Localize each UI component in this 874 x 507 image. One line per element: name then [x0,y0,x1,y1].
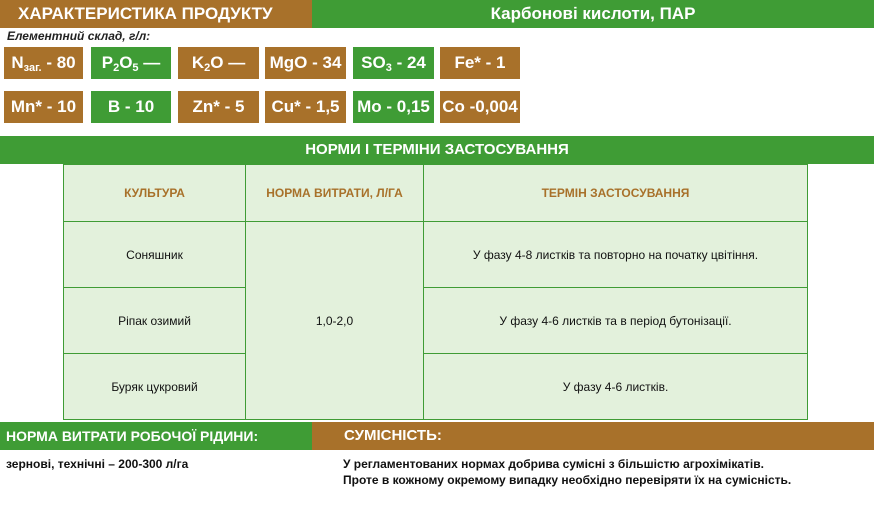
chip-copper: Cu* - 1,5 [265,91,346,123]
term-cell: У фазу 4-6 листків. [423,353,808,420]
header-crop: КУЛЬТУРА [63,164,246,222]
chip-phosphorus: $P_2O_5$ — [91,47,171,79]
elemental-composition-label: Елементний склад, г/л: [7,29,151,43]
compatibility-text-line1: У регламентованих нормах добрива сумісні з більшістю агрохімікатів. [343,457,764,471]
header-term: ТЕРМІН ЗАСТОСУВАННЯ [423,164,808,222]
term-cell: У фазу 4-6 листків та в період бутонізації. [423,287,808,354]
term-cell: У фазу 4-8 листків та повторно на початку цвітіння. [423,221,808,288]
chip-magnesium: MgO - 34 [265,47,346,79]
chip-boron: B - 10 [91,91,171,123]
rate-cell: 1,0-2,0 [245,221,424,420]
crop-cell: Ріпак озимий [63,287,246,354]
crop-cell: Соняшник [63,221,246,288]
chip-zinc: Zn* - 5 [178,91,259,123]
product-characteristics-title: ХАРАКТЕРИСТИКА ПРОДУКТУ [0,0,312,28]
header-rate: НОРМА ВИТРАТИ, Л/ГА [245,164,424,222]
product-composition-title: Карбонові кислоти, ПАР [312,0,874,28]
chip-manganese: Mn* - 10 [4,91,83,123]
compatibility-title: СУМІСНІСТЬ: [312,422,874,450]
chip-sulfur: $SO_3 - 24$ [353,47,434,79]
chip-iron: Fe* - 1 [440,47,520,79]
chip-cobalt: Co -0,004 [440,91,520,123]
chip-potassium: $K_2O$ — [178,47,259,79]
norms-section-title: НОРМИ І ТЕРМІНИ ЗАСТОСУВАННЯ [0,136,874,164]
compatibility-text-line2: Проте в кожному окремому випадку необхідно перевіряти їх на сумісність. [343,473,792,487]
chip-molybdenum: Mo - 0,15 [353,91,434,123]
working-fluid-rate-text: зернові, технічні – 200-300 л/га [6,457,189,471]
working-fluid-rate-title: НОРМА ВИТРАТИ РОБОЧОЇ РІДИНИ: [0,422,312,450]
chip-nitrogen: $N_{заг.} - 80$ [4,47,83,79]
crop-cell: Буряк цукровий [63,353,246,420]
